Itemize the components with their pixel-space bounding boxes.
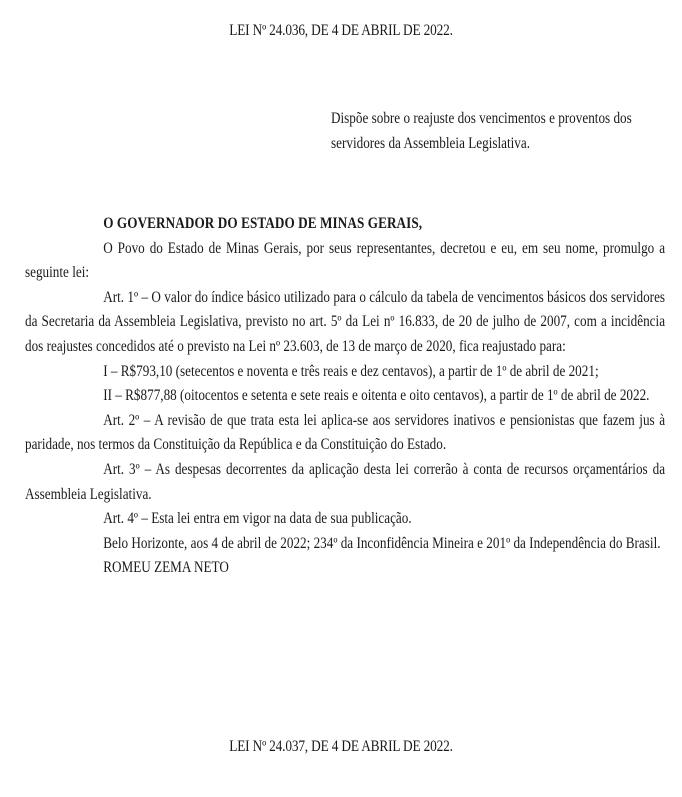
inciso-1: I – R$793,10 (setecentos e noventa e três reais e dez centavos), a partir de 1º de abril de 2021; bbox=[103, 362, 599, 380]
next-law-title: LEI Nº 24.037, DE 4 DE ABRIL DE 2022. bbox=[229, 738, 453, 755]
article-2: Art. 2º – A revisão de que trata esta lei aplica-se aos servidores inativos e pensionistas que fazem jus à paridade, nos termos da Constituição da República e da Constituição do Estado. bbox=[25, 411, 666, 454]
article-3: Art. 3º – As despesas decorrentes da aplicação desta lei correrão à conta de recursos orçamentários da Assembleia Legislativa. bbox=[25, 460, 666, 503]
article-4: Art. 4º – Esta lei entra em vigor na data de sua publicação. bbox=[103, 510, 412, 528]
law-body bbox=[25, 212, 665, 581]
inciso-2: II – R$877,88 (oitocentos e setenta e sete reais e oitenta e oito centavos), a partir de 1º de abril de 2022. bbox=[103, 387, 650, 405]
closing-paragraph: Belo Horizonte, aos 4 de abril de 2022; 234º da Inconfidência Mineira e 201º da Independência do Brasil. bbox=[103, 534, 661, 552]
article-1: Art. 1º – O valor do índice básico utilizado para o cálculo da tabela de vencimentos básicos dos servidores da Secretaria da Assembleia Legislativa, previsto no art. 5º da Lei nº 16.833, de 20 de julho de 2007, com a incidência dos reajustes concedidos até o previsto na Lei nº 23.603, de 13 de março de 2020, fica reajustado para: bbox=[25, 288, 666, 355]
governor-heading: O GOVERNADOR DO ESTADO DE MINAS GERAIS, bbox=[103, 215, 423, 232]
law-ementa: Dispõe sobre o reajuste dos vencimentos e proventos dos servidores da Assembleia Legislativa. bbox=[331, 110, 632, 152]
signature: ROMEU ZEMA NETO bbox=[103, 559, 229, 577]
preamble-paragraph: O Povo do Estado de Minas Gerais, por seus representantes, decretou e eu, em seu nome, promulgo a seguinte lei: bbox=[25, 239, 666, 282]
law-title: LEI Nº 24.036, DE 4 DE ABRIL DE 2022. bbox=[229, 22, 453, 39]
